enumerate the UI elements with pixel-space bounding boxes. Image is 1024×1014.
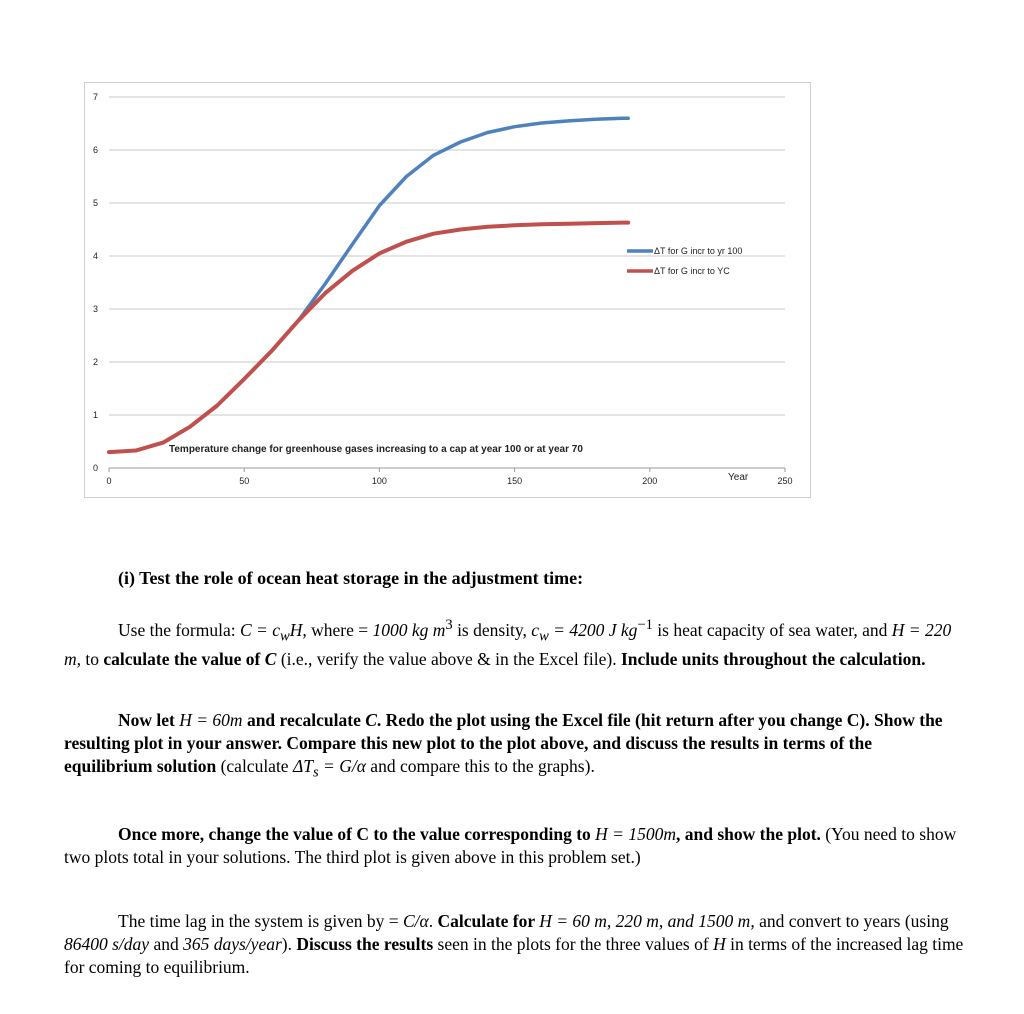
paragraph-2: Now let H = 60m and recalculate C. Redo the plot using the Excel file (hit return after you change C). Show the resulting plot in your answer. Compare this new plot to the plot above, and discuss the results in terms of the equilibrium solution (calculate $\Delta T_s = G/\alpha$ and compare this to the graphs).: [64, 710, 943, 781]
paragraph-1: Use the formula: $C = c_wH$, where = 1000 kg $m^3$ is density, $c_w = 4200$ J $kg^{-1}$ is heat capacity of sea water, and H = 220 m, to calculate the value of C (i.e., verify the value above & in the Excel file). Include units throughout the calculation.: [64, 617, 952, 670]
y-tick-label: 0: [93, 463, 99, 473]
legend-label-yr100: ΔT for G incr to yr 100: [654, 246, 743, 256]
x-tick-label: 250: [777, 476, 793, 486]
y-tick-label: 1: [93, 410, 99, 420]
x-tick-label: 150: [507, 476, 523, 486]
y-tick-label: 5: [93, 198, 99, 208]
legend-label-yc: ΔT for G incr to YC: [654, 266, 730, 276]
x-tick-label: 0: [106, 476, 112, 486]
x-tick-label: 100: [371, 476, 387, 486]
series-line-0: [109, 118, 628, 452]
x-tick-label: 50: [239, 476, 250, 486]
section-heading: (i) Test the role of ocean heat storage in the adjustment time:: [118, 568, 584, 588]
y-tick-label: 4: [93, 251, 99, 261]
legend: [627, 246, 742, 276]
series-line-1: [109, 223, 628, 453]
chart-title: Temperature change for greenhouse gases increasing to a cap at year 100 or at year 70: [169, 444, 583, 455]
y-tick-label: 6: [93, 145, 99, 155]
y-tick-label: 7: [93, 92, 99, 102]
paragraph-4: The time lag in the system is given by = C/α. Calculate for H = 60 m, 220 m, and 1500 m, and convert to years (using 86400 s/day and 365 days/year). Discuss the results seen in the plots for the three values of H in terms of the increased lag time for coming to equilibrium.: [64, 911, 964, 977]
x-axis-title: Year: [728, 472, 749, 483]
chart-frame: [84, 82, 811, 498]
x-tick-label: 200: [642, 476, 658, 486]
y-tick-label: 3: [93, 304, 99, 314]
paragraph-3: Once more, change the value of C to the value corresponding to H = 1500m, and show the plot. (You need to show two plots total in your solutions. The third plot is given above in this problem set.): [64, 824, 957, 867]
temperature-chart: [85, 83, 810, 497]
y-tick-label: 2: [93, 357, 99, 367]
